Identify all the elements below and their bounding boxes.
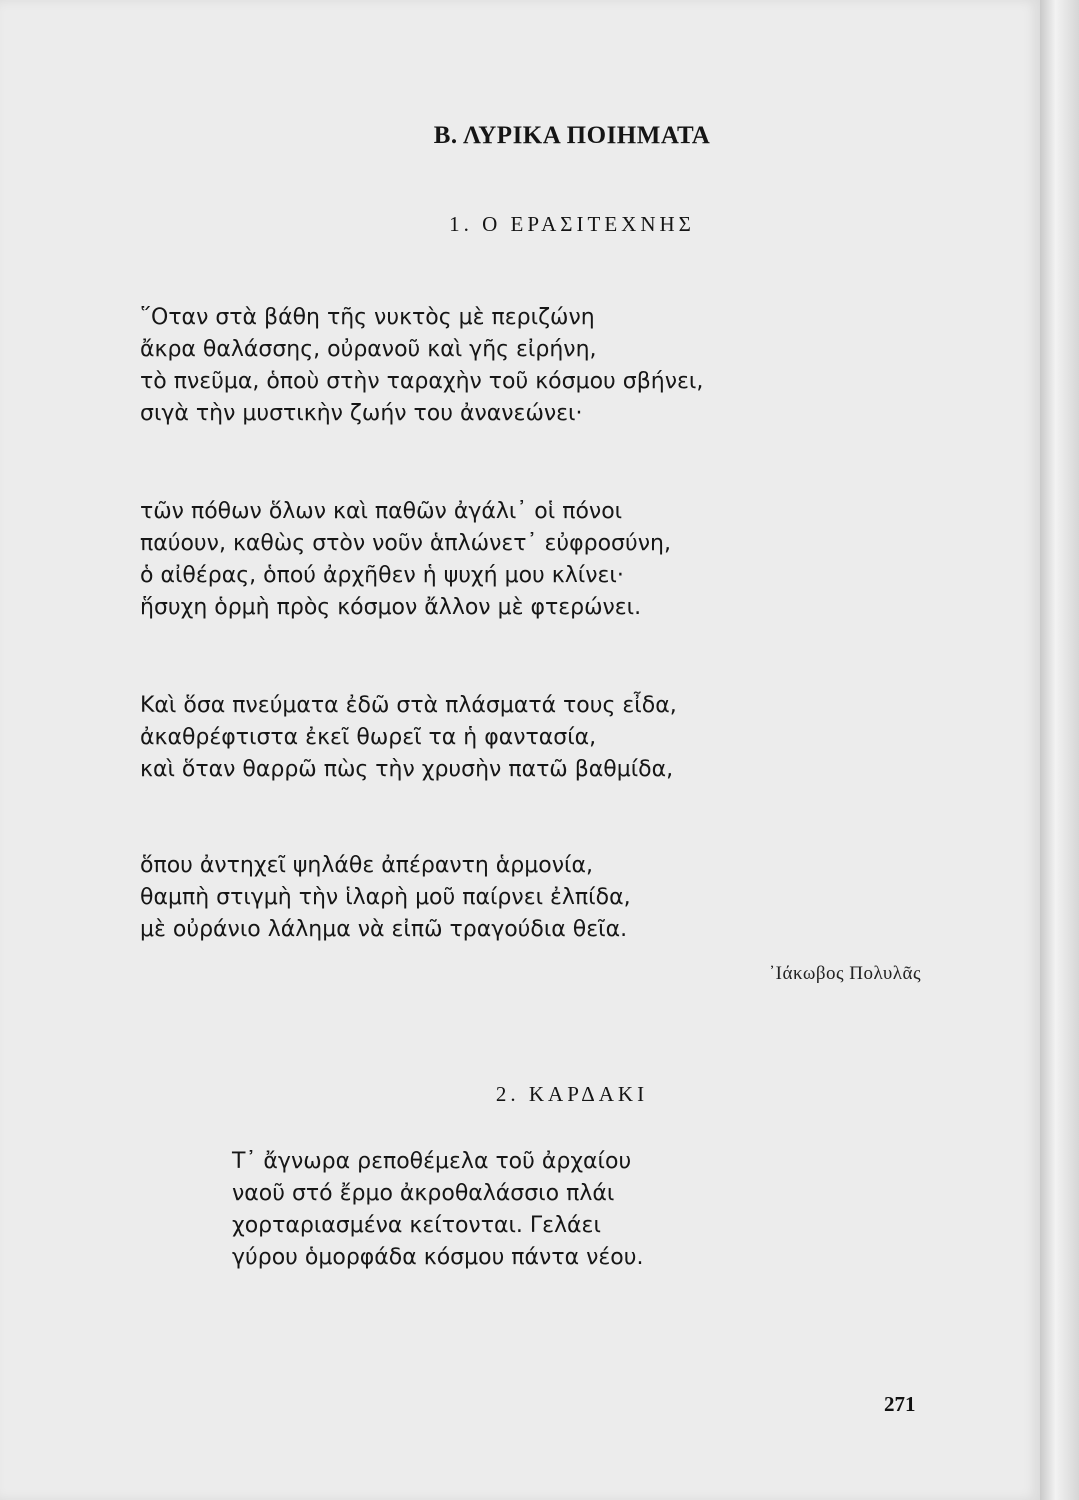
verse-line: ὁ αἰθέρας, ὁπού ἀρχῆθεν ἡ ψυχή μου κλίνει· [140,563,624,588]
stanza-kardaki [232,1146,643,1274]
stanza-1 [140,302,703,430]
verse-line: σιγὰ τὴν μυστικὴν ζωήν του ἀνανεώνει· [140,401,583,426]
verse-line: ναοῦ στό ἔρμο ἀκροθαλάσσιο πλάι [232,1181,615,1206]
verse-line: παύουν, καθὼς στὸν νοῦν ἁπλώνετ᾿ εὐφροσύνη, [140,531,671,556]
section-title: Β. ΛΥΡΙΚΑ ΠΟΙΗΜΑΤΑ [433,122,711,149]
page-number: 271 [884,1392,916,1416]
poem-title-kardaki: 2. ΚΑΡΔΑΚΙ [495,1082,649,1106]
verse-line: ἥσυχη ὁρμὴ πρὸς κόσμον ἄλλον μὲ φτερώνει. [140,595,642,620]
poem-author: ᾿Ιάκωβος Πολυλᾶς [768,963,921,984]
verse-line: γύρου ὁμορφάδα κόσμου πάντα νέου. [232,1245,644,1270]
poem-title-erasitechnis: 1. Ο ΕΡΑΣΙΤΕΧΝΗΣ [449,212,695,236]
stanza-4 [140,850,631,946]
verse-line: ἄκρα θαλάσσης, οὐρανοῦ καὶ γῆς εἰρήνη, [140,337,597,362]
verse-line: καὶ ὅταν θαρρῶ πὼς τὴν χρυσὴν πατῶ βαθμίδα, [140,757,674,782]
stanza-2 [140,496,671,624]
verse-line: ῞Οταν στὰ βάθη τῆς νυκτὸς μὲ περιζώνη [140,305,595,330]
page-edge [1040,0,1079,1500]
stanza-3 [140,690,677,786]
verse-line: Τ᾿ ἄγνωρα ρεποθέμελα τοῦ ἀρχαίου [232,1149,632,1174]
verse-line: Καὶ ὅσα πνεύματα ἐδῶ στὰ πλάσματά τους εἶδα, [140,693,677,718]
verse-line: τῶν πόθων ὅλων καὶ παθῶν ἀγάλι᾿ οἱ πόνοι [140,499,623,524]
verse-line: θαμπὴ στιγμὴ τὴν ἱλαρὴ μοῦ παίρνει ἐλπίδα, [140,885,631,910]
verse-line: ὅπου ἀντηχεῖ ψηλάθε ἀπέραντη ἁρμονία, [140,853,593,878]
verse-line: χορταριασμένα κείτονται. Γελάει [232,1213,601,1238]
verse-line: ἀκαθρέφτιστα ἐκεῖ θωρεῖ τα ἡ φαντασία, [140,725,597,750]
verse-line: μὲ οὐράνιο λάλημα νὰ εἰπῶ τραγούδια θεῖα. [140,917,628,942]
verse-line: τὸ πνεῦμα, ὁποὺ στὴν ταραχὴν τοῦ κόσμου σβήνει, [140,369,704,394]
